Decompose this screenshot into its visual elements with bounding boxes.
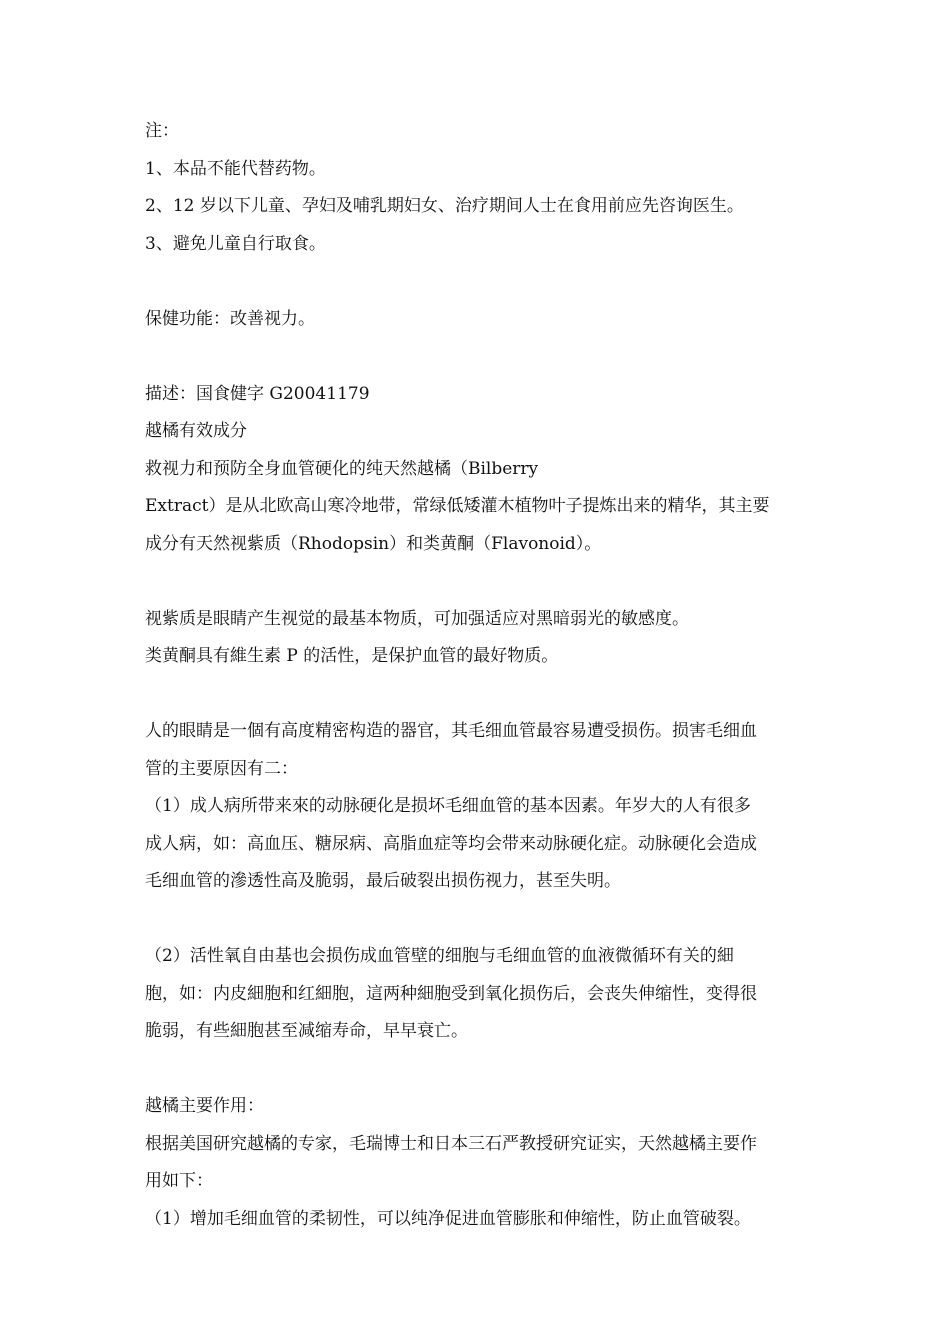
paragraph-gap [145, 563, 815, 601]
paragraph-gap [145, 901, 815, 939]
eye-paragraph-line: 成人病，如：高血压、糖尿病、高脂血症等均会带来动脉硬化症。动脉硬化会造成 [145, 833, 757, 854]
description-line: 救视力和预防全身血管硬化的纯天然越橘（Bilberry [145, 458, 539, 479]
eye-paragraph-line: 管的主要原因有二： [145, 758, 298, 779]
radical-paragraph-line: 脆弱，有些細胞甚至减缩寿命，早早衰亡。 [145, 1021, 468, 1041]
effects-heading: 越橘主要作用： [145, 1096, 264, 1116]
document-page [145, 113, 815, 1238]
effects-paragraph-line: 用如下： [145, 1171, 213, 1191]
rhodopsin-line: 视紫质是眼睛产生视觉的最基本物质，可加强适应对黑暗弱光的敏感度。 [145, 608, 689, 629]
description-approval: 描述：国食健字 G20041179 [145, 383, 370, 404]
note-item-2: 2、12 岁以下儿童、孕妇及哺乳期妇女、治疗期间人士在食用前应先咨询医生。 [145, 196, 744, 216]
description-line: Extract）是从北欧高山寒冷地带，常绿低矮灌木植物叶子提炼出来的精华，其主要 [145, 496, 770, 516]
radical-paragraph-line: （2）活性氧自由基也会损伤成血管壁的细胞与毛细血管的血液微循环有关的細 [145, 946, 734, 966]
paragraph-gap [145, 676, 815, 714]
flavonoid-line: 类黄酮具有維生素 P 的活性，是保护血管的最好物质。 [145, 646, 559, 666]
radical-paragraph-line: 胞，如：内皮細胞和红細胞，這两种細胞受到氧化损伤后，会丧失伸缩性，变得很 [145, 983, 757, 1004]
note-item-1: 1、本品不能代替药物。 [145, 158, 326, 179]
eye-paragraph-line: 人的眼睛是一個有高度精密构造的器官，其毛细血管最容易遭受损伤。损害毛细血 [145, 721, 757, 741]
eye-paragraph-line: （1）成人病所带来來的动脉硬化是损坏毛细血管的基本因素。年岁大的人有很多 [145, 796, 751, 816]
effects-item-1: （1）增加毛细血管的柔韧性，可以纯净促进血管膨胀和伸缩性，防止血管破裂。 [145, 1208, 751, 1229]
description-ingredients-heading: 越橘有效成分 [145, 421, 247, 441]
paragraph-gap [145, 1051, 815, 1089]
effects-paragraph-line: 根据美国研究越橘的专家，毛瑞博士和日本三石严教授研究证实，天然越橘主要作 [145, 1133, 757, 1154]
paragraph-gap [145, 263, 815, 301]
notes-heading: 注： [145, 121, 179, 141]
eye-paragraph-line: 毛细血管的滲透性高及脆弱，最后破裂出损伤视力，甚至失明。 [145, 871, 621, 891]
note-item-3: 3、避免儿童自行取食。 [145, 233, 326, 254]
description-line: 成分有天然视紫质（Rhodopsin）和类黄酮（Flavonoid）。 [145, 533, 602, 554]
paragraph-gap [145, 338, 815, 376]
health-function: 保健功能：改善视力。 [145, 308, 315, 329]
